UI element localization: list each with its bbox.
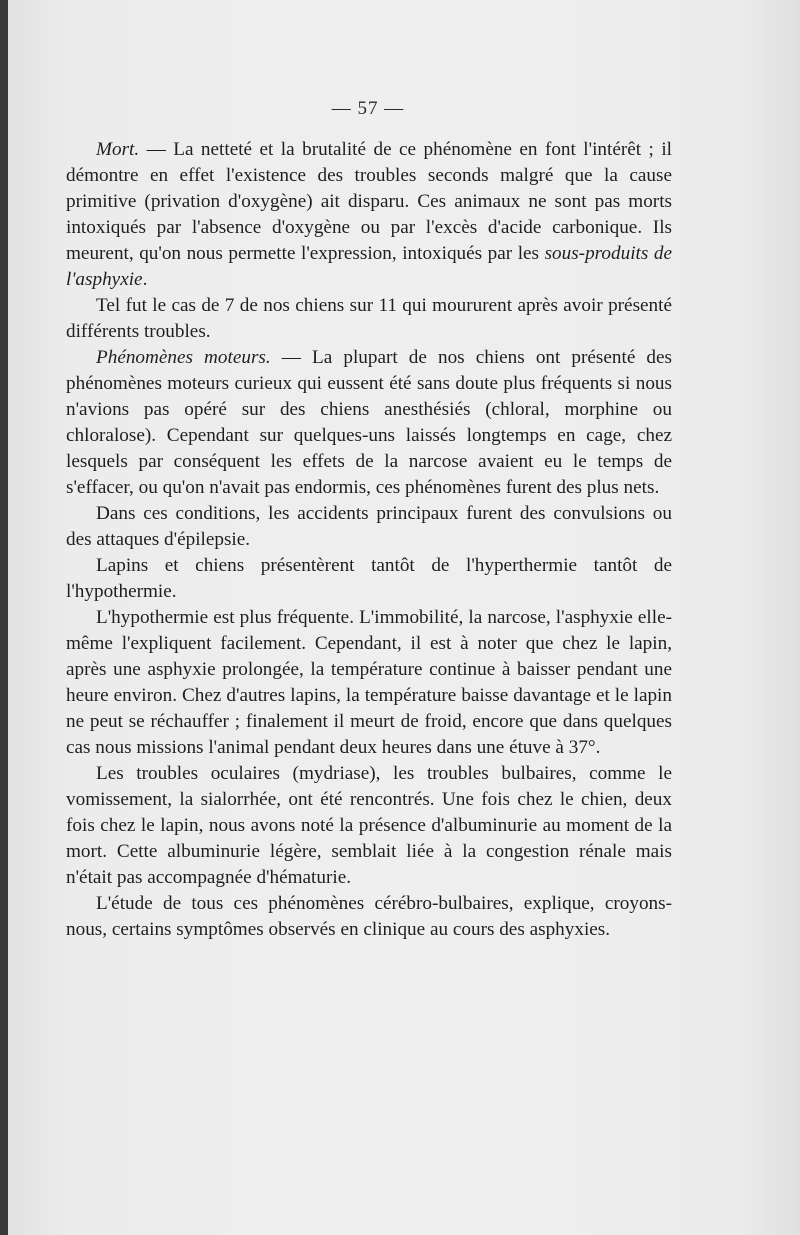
paragraph-phenomenes-moteurs bbox=[66, 345, 672, 501]
paragraph-text: L'hypothermie est plus fréquente. L'immobilité, la narcose, l'asphyxie elle-même l'expliquent facilement. Cependant, il est à noter que chez le lapin, après une asphyxie prolongée, la température continue à baisser pendant une heure environ. Chez d'autres lapins, la température baisse davantage et le lapin ne peut se réchauffer ; finalement il meurt de froid, encore que dans quelques cas nous missions l'animal pendant deux heures dans une étuve à 37°. bbox=[66, 607, 672, 758]
paragraph-text: Les troubles oculaires (mydriase), les troubles bulbaires, comme le vomissement, la sialorrhée, ont été rencontrés. Une fois chez le chien, deux fois chez le lapin, nous avons noté la présence d'albuminurie au moment de la mort. Cette albuminurie légère, semblait liée à la congestion rénale mais n'était pas accompagnée d'hématurie. bbox=[66, 763, 672, 888]
paragraph-text: — La netteté et la brutalité de ce phénomène en font l'intérêt ; il démontre en effet l'existence des troubles seconds malgré que la cause primitive (privation d'oxygène) ait disparu. Ces animaux ne sont pas morts intoxiqués par l'absence d'oxygène ou par l'excès d'acide carbonique. Ils meurent, qu'on nous permette l'expression, intoxiqués par les bbox=[66, 139, 672, 264]
paragraph-text: Tel fut le cas de 7 de nos chiens sur 11 qui moururent après avoir présenté différents troubles. bbox=[66, 295, 672, 342]
paragraph-tail: . bbox=[142, 269, 148, 290]
paragraph-hyperthermie bbox=[66, 553, 672, 605]
body-text bbox=[66, 137, 672, 943]
section-lead-phenomenes-moteurs: Phénomènes moteurs. bbox=[96, 347, 271, 368]
paragraph-troubles-oculaires bbox=[66, 761, 672, 891]
section-lead-mort: Mort. bbox=[96, 139, 140, 160]
paragraph-convulsions bbox=[66, 501, 672, 553]
paragraph-text: Dans ces conditions, les accidents principaux furent des convulsions ou des attaques d'épilepsie. bbox=[66, 503, 672, 550]
paragraph-mort bbox=[66, 137, 672, 293]
page-number: — 57 — bbox=[331, 98, 405, 119]
paragraph-hypothermie bbox=[66, 605, 672, 761]
emphasis-sous-produits: sous-produits de l'asphyxie bbox=[66, 243, 672, 290]
paragraph-chiens-morts bbox=[66, 293, 672, 345]
paragraph-conclusion bbox=[66, 891, 672, 943]
paragraph-text: — La plupart de nos chiens ont présenté des phénomènes moteurs curieux qui eussent été sans doute plus fréquents si nous n'avions pas opéré sur des chiens anesthésiés (chloral, morphine ou chloralose). Cependant sur quelques-uns laissés longtemps en cage, chez lesquels par conséquent les effets de la narcose avaient eu le temps de s'effacer, ou qu'on n'avait pas endormis, ces phénomènes furent des plus nets. bbox=[66, 347, 673, 498]
paragraph-text: Lapins et chiens présentèrent tantôt de l'hyperthermie tantôt de l'hypothermie. bbox=[66, 555, 672, 602]
document-page bbox=[8, 0, 800, 1235]
paragraph-text: L'étude de tous ces phénomènes cérébro-bulbaires, explique, croyons-nous, certains symptômes observés en clinique au cours des asphyxies. bbox=[66, 893, 672, 940]
